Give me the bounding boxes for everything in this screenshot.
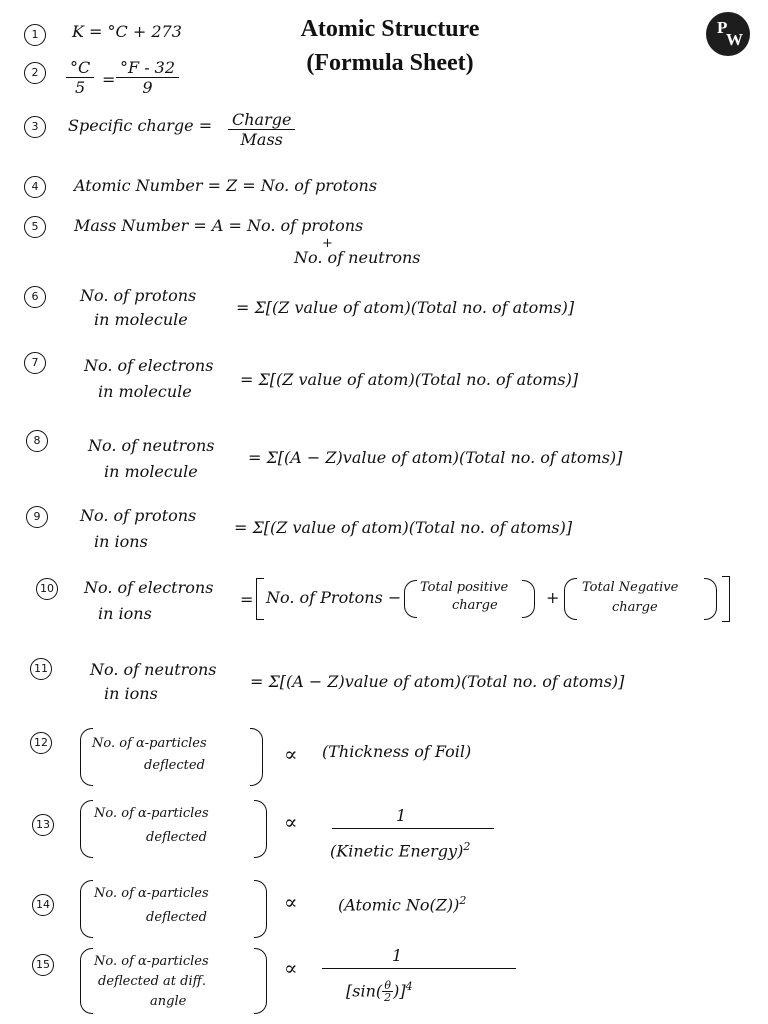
formula-number: 13 — [32, 814, 54, 836]
fraction-numerator: °F - 32 — [116, 58, 179, 78]
formula-number: 5 — [24, 216, 46, 238]
formula-11-lhs-line-1: No. of neutrons — [90, 660, 217, 679]
formula-13-lhs-line-2: deflected — [146, 830, 207, 845]
page-title — [270, 12, 510, 80]
left-paren — [80, 948, 93, 1014]
fraction-denominator: Mass — [240, 130, 283, 149]
right-bracket — [722, 576, 730, 622]
formula-9-lhs-line-2: in ions — [94, 532, 148, 551]
formula-6-rhs: = Σ[(Z value of atom)(Total no. of atoms)] — [236, 298, 575, 317]
right-paren — [250, 728, 263, 786]
proportional-symbol: ∝ — [284, 810, 298, 834]
formula-number: 14 — [32, 894, 54, 916]
equals-sign: = — [102, 70, 116, 89]
formula-4: Atomic Number = Z = No. of protons — [74, 176, 378, 195]
formula-3-fraction — [228, 110, 295, 149]
formula-number: 7 — [24, 352, 46, 374]
formula-10-lhs-line-1: No. of electrons — [84, 578, 214, 597]
formula-number: 15 — [32, 954, 54, 976]
formula-10-positive-top: Total positive — [420, 580, 509, 595]
formula-number: 11 — [30, 658, 52, 680]
fraction-line — [332, 828, 494, 829]
pw-logo — [706, 12, 750, 56]
right-paren — [522, 580, 535, 618]
formula-10-term-protons: No. of Protons − — [266, 588, 402, 607]
formula-13-lhs-line-1: No. of α-particles — [94, 806, 209, 821]
formula-7-lhs-line-2: in molecule — [98, 382, 192, 401]
fraction-numerator: 1 — [392, 946, 403, 965]
formula-2-rhs — [116, 58, 179, 97]
formula-number: 8 — [26, 430, 48, 452]
right-paren — [254, 948, 267, 1014]
atomic-number-text: (Atomic No(Z)) — [338, 895, 460, 915]
formula-number: 2 — [24, 62, 46, 84]
formula-15-lhs-line-1: No. of α-particles — [94, 954, 209, 969]
right-paren — [704, 578, 717, 620]
formula-12-lhs-line-1: No. of α-particles — [92, 736, 207, 751]
formula-3-lhs: Specific charge = — [68, 116, 213, 135]
formula-1: K = °C + 273 — [72, 22, 182, 41]
plus-sign: + — [322, 236, 333, 251]
proportional-symbol: ∝ — [284, 956, 298, 980]
formula-10-positive-bottom: charge — [452, 598, 498, 613]
formula-6-lhs-line-2: in molecule — [94, 310, 188, 329]
right-paren — [254, 800, 267, 858]
logo-letter-w: W — [726, 30, 743, 49]
formula-14-lhs-line-2: deflected — [146, 910, 207, 925]
formula-7-lhs-line-1: No. of electrons — [84, 356, 214, 375]
exponent: 2 — [463, 840, 471, 853]
formula-number: 12 — [30, 732, 52, 754]
formula-number: 1 — [24, 24, 46, 46]
fraction-numerator: °C — [66, 58, 94, 78]
formula-14-lhs-line-1: No. of α-particles — [94, 886, 209, 901]
formula-7-rhs: = Σ[(Z value of atom)(Total no. of atoms)] — [240, 370, 579, 389]
proportional-symbol: ∝ — [284, 742, 298, 766]
theta: θ — [382, 980, 393, 992]
formula-number: 4 — [24, 176, 46, 198]
formula-5-line-2: No. of neutrons — [294, 248, 421, 267]
formula-11-lhs-line-2: in ions — [104, 684, 158, 703]
fraction-numerator: Charge — [228, 110, 295, 130]
kinetic-energy-text: (Kinetic Energy) — [330, 841, 464, 861]
formula-15-denominator — [346, 980, 413, 1003]
formula-2-lhs — [66, 58, 94, 97]
formula-9-lhs-line-1: No. of protons — [80, 506, 197, 525]
formula-14-rhs — [338, 894, 466, 914]
formula-6-lhs-line-1: No. of protons — [80, 286, 197, 305]
title-line-2: (Formula Sheet) — [306, 50, 474, 76]
formula-number: 3 — [24, 116, 46, 138]
formula-15-lhs-line-3: angle — [150, 994, 187, 1009]
proportional-symbol: ∝ — [284, 890, 298, 914]
fraction-denominator: 5 — [75, 78, 86, 97]
formula-8-lhs-line-1: No. of neutrons — [88, 436, 215, 455]
fraction-line — [322, 968, 516, 969]
left-paren — [404, 580, 417, 618]
formula-number: 9 — [26, 506, 48, 528]
right-paren — [254, 880, 267, 938]
formula-13-denominator — [330, 840, 470, 860]
equals-sign: = — [240, 590, 254, 609]
formula-number: 6 — [24, 286, 46, 308]
formula-8-lhs-line-2: in molecule — [104, 462, 198, 481]
logo-letter-p: P — [717, 18, 728, 37]
formula-10-negative-bottom: charge — [612, 600, 658, 615]
formula-10-lhs-line-2: in ions — [98, 604, 152, 623]
formula-8-rhs: = Σ[(A − Z)value of atom)(Total no. of atoms)] — [248, 448, 623, 467]
left-paren — [80, 880, 93, 938]
left-bracket — [256, 578, 264, 620]
sin-open: [sin( — [346, 981, 383, 1001]
formula-15-lhs-line-2: deflected at diff. — [98, 974, 206, 989]
sin-close: )] — [393, 981, 406, 1001]
exponent: 2 — [459, 894, 467, 907]
theta-over-two — [382, 980, 393, 1003]
formula-9-rhs: = Σ[(Z value of atom)(Total no. of atoms)] — [234, 518, 573, 537]
fraction-numerator: 1 — [396, 806, 407, 825]
formula-11-rhs: = Σ[(A − Z)value of atom)(Total no. of atoms)] — [250, 672, 625, 691]
formula-12-rhs: (Thickness of Foil) — [322, 742, 472, 761]
left-paren — [80, 800, 93, 858]
formula-10-negative-top: Total Negative — [582, 580, 679, 595]
formula-5: Mass Number = A = No. of protons — [74, 216, 364, 235]
formula-number: 10 — [36, 578, 58, 600]
two: 2 — [384, 991, 392, 1005]
fraction-denominator: 9 — [142, 78, 153, 97]
plus-sign: + — [546, 588, 560, 607]
exponent: 4 — [405, 980, 413, 993]
title-line-1: Atomic Structure — [300, 16, 480, 42]
left-paren — [564, 578, 577, 620]
formula-12-lhs-line-2: deflected — [144, 758, 205, 773]
